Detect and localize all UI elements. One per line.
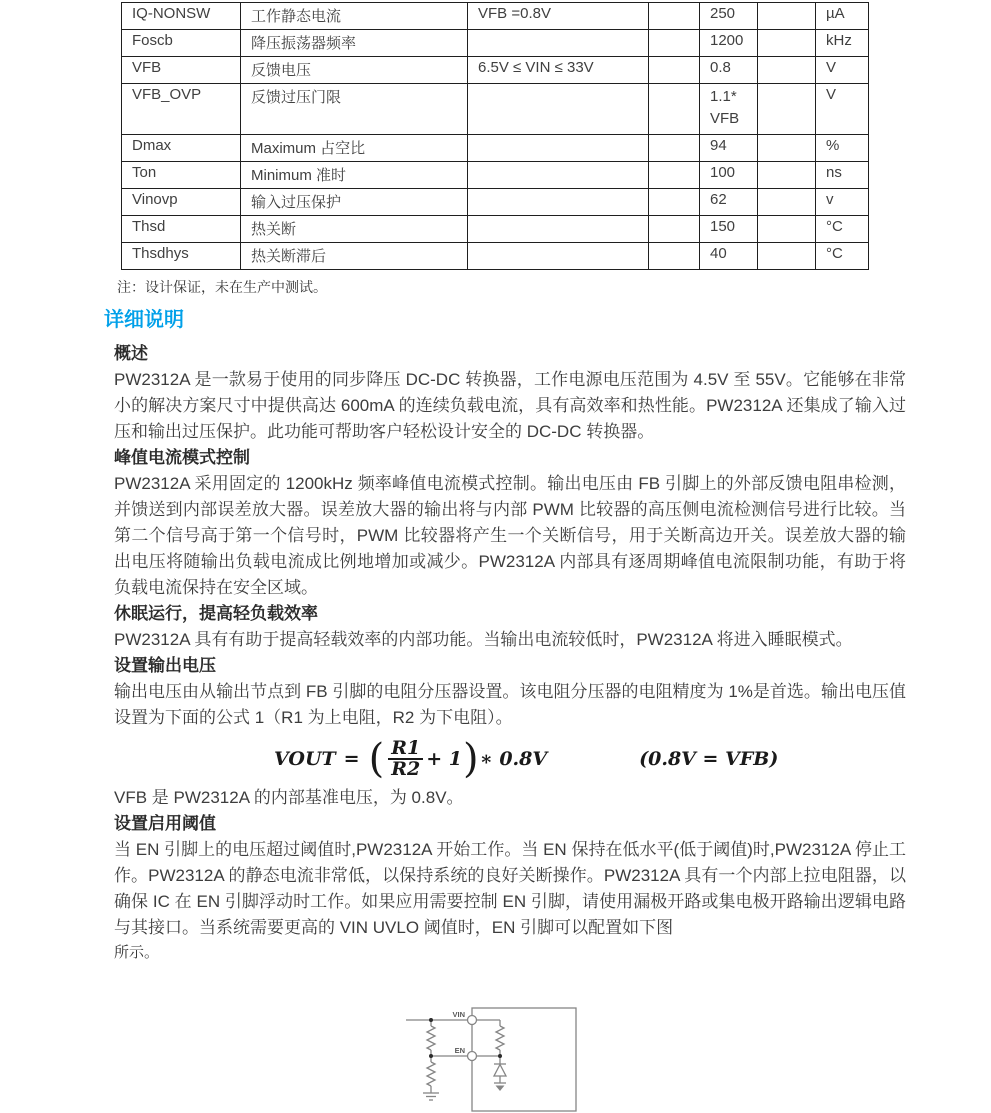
table-row [122, 243, 869, 270]
cell-param: 工作静态电流 [241, 3, 468, 30]
formula-multiplier: ∗ 0.8V [479, 748, 548, 770]
cell-max [758, 3, 816, 30]
resistor-upper [427, 1026, 435, 1050]
table-row [122, 3, 869, 30]
cell-min [649, 30, 700, 57]
cell-max [758, 30, 816, 57]
cell-param: Maximum 占空比 [241, 135, 468, 162]
typ-line-1: 1.1* [710, 88, 737, 105]
cell-max [758, 84, 816, 135]
cell-symbol: VFB_OVP [122, 84, 241, 135]
ground-symbol-internal [494, 1083, 506, 1091]
fraction-r1-r2 [388, 739, 423, 779]
cell-unit: ns [816, 162, 869, 189]
junction-dot [498, 1054, 502, 1058]
fraction-denominator: R2 [391, 758, 421, 780]
cell-param: 热关断 [241, 216, 468, 243]
table-row [122, 30, 869, 57]
equals-sign: = [343, 748, 360, 770]
cell-condition [468, 162, 649, 189]
cell-min [649, 135, 700, 162]
paragraph-output-voltage: 输出电压由从输出节点到 FB 引脚的电阻分压器设置。该电阻分压器的电阻精度为 1%是首选。输出电压值设置为下面的公式 1（R1 为上电阻，R2 为下电阻）。 [114, 682, 906, 727]
cell-condition [468, 30, 649, 57]
cell-condition [468, 135, 649, 162]
subheading-peak-current-mode: 峰值电流模式控制 [114, 448, 250, 467]
cell-min [649, 3, 700, 30]
subheading-overview: 概述 [114, 344, 148, 363]
cell-symbol: Thsd [122, 216, 241, 243]
table-row [122, 57, 869, 84]
table-row [122, 135, 869, 162]
cell-param: 热关断滞后 [241, 243, 468, 270]
table-row [122, 162, 869, 189]
cell-typ: 1200 [700, 30, 758, 57]
paragraph-sleep-mode: PW2312A 具有有助于提高轻载效率的内部功能。当输出电流较低时，PW2312A 将进入睡眠模式。 [114, 630, 853, 649]
cell-symbol: IQ-NONSW [122, 3, 241, 30]
cell-unit: µA [816, 3, 869, 30]
cell-condition: 6.5V ≤ VIN ≤ 33V [468, 57, 649, 84]
vin-pin-label: VIN [452, 1010, 465, 1019]
section-body [114, 341, 906, 965]
open-paren: ( [368, 736, 385, 782]
cell-max [758, 216, 816, 243]
cell-max [758, 243, 816, 270]
cell-typ: 250 [700, 3, 758, 30]
cell-param: 降压振荡器频率 [241, 30, 468, 57]
table-row [122, 216, 869, 243]
table-row [122, 189, 869, 216]
paragraph-tail: 所示。 [114, 945, 160, 961]
cell-min [649, 216, 700, 243]
cell-symbol: Foscb [122, 30, 241, 57]
cell-unit: v [816, 189, 869, 216]
cell-param: Minimum 准时 [241, 162, 468, 189]
paragraph-vfb-reference: VFB 是 PW2312A 的内部基准电压，为 0.8V。 [114, 788, 464, 807]
cell-param: 反馈过压门限 [241, 84, 468, 135]
cell-min [649, 84, 700, 135]
cell-symbol: Ton [122, 162, 241, 189]
ic-box [472, 1008, 576, 1111]
cell-typ: 40 [700, 243, 758, 270]
cell-max [758, 189, 816, 216]
subheading-sleep-mode: 休眠运行，提高轻负载效率 [114, 604, 318, 623]
cell-typ: 62 [700, 189, 758, 216]
junction-dot [429, 1018, 433, 1022]
cell-symbol: Dmax [122, 135, 241, 162]
formula-lhs: VOUT [274, 748, 336, 770]
subheading-enable-threshold: 设置启用阈值 [114, 814, 216, 833]
cell-min [649, 162, 700, 189]
resistor-lower [427, 1062, 435, 1086]
cell-unit: kHz [816, 30, 869, 57]
cell-symbol: Thsdhys [122, 243, 241, 270]
cell-condition [468, 84, 649, 135]
cell-typ [700, 84, 758, 135]
en-pin-label: EN [454, 1046, 465, 1055]
cell-typ: 150 [700, 216, 758, 243]
cell-typ: 100 [700, 162, 758, 189]
ground-symbol-left [423, 1093, 439, 1100]
close-paren: ) [462, 736, 479, 782]
table-note: 注：设计保证，未在生产中测试。 [117, 281, 327, 296]
cell-min [649, 189, 700, 216]
typ-line-2: VFB [710, 110, 740, 127]
en-pin-circuit-diagram [404, 1006, 580, 1113]
cell-max [758, 162, 816, 189]
table-row [122, 84, 869, 135]
cell-max [758, 135, 816, 162]
cell-condition: VFB =0.8V [468, 3, 649, 30]
cell-typ: 0.8 [700, 57, 758, 84]
en-pin-circle [468, 1052, 477, 1061]
cell-condition [468, 189, 649, 216]
cell-unit: % [816, 135, 869, 162]
cell-unit: V [816, 57, 869, 84]
resistor-internal [496, 1026, 504, 1050]
cell-unit: °C [816, 243, 869, 270]
formula-aside: (0.8V = VFB) [639, 748, 779, 770]
cell-param: 反馈电压 [241, 57, 468, 84]
paragraph-enable-threshold: 当 EN 引脚上的电压超过阈值时,PW2312A 开始工作。当 EN 保持在低水平(低于阈值)时,PW2312A 停止工作。PW2312A 的静态电流非常低，以保持系统的良好关断操作。PW2312A 具有一个内部上拉电阻器，以确保 IC 在 EN 引脚浮动时工作。如果应用需要控制 EN 引脚，请使用漏极开路或集电极开路输出逻辑电路与其接口。当系统需要更高的 VIN UVLO 阈值时，EN 引脚可以配置如下图 [114, 840, 906, 937]
vin-pin-circle [468, 1016, 477, 1025]
diode-triangle [494, 1065, 506, 1077]
formula-vout [274, 737, 906, 781]
cell-min [649, 57, 700, 84]
fraction-numerator: R1 [388, 739, 423, 760]
spec-table [121, 2, 869, 270]
cell-unit: °C [816, 216, 869, 243]
junction-dot [429, 1054, 433, 1058]
cell-min [649, 243, 700, 270]
cell-unit: V [816, 84, 869, 135]
cell-condition [468, 243, 649, 270]
cell-symbol: VFB [122, 57, 241, 84]
paragraph-peak-current-mode: PW2312A 采用固定的 1200kHz 频率峰值电流模式控制。输出电压由 FB 引脚上的外部反馈电阻串检测，并馈送到内部误差放大器。误差放大器的输出将与内部 PWM 比较器的高压侧电流检测信号进行比较。当第二个信号高于第一个信号时，PWM 比较器将产生一个关断信号，用于关断高边开关。误差放大器的输出电压将随输出负载电流成比例地增加或减少。PW2312A 内部具有逐周期峰值电流限制功能，有助于将负载电流保持在安全区域。 [114, 474, 906, 597]
paragraph-overview: PW2312A 是一款易于使用的同步降压 DC-DC 转换器，工作电源电压范围为 4.5V 至 55V。它能够在非常小的解决方案尺寸中提供高达 600mA 的连续负载电流，具有高效率和热性能。PW2312A 还集成了输入过压和输出过压保护。此功能可帮助客户轻松设计安全的 DC-DC 转换器。 [114, 370, 906, 441]
subheading-output-voltage: 设置输出电压 [114, 656, 216, 675]
formula-plus-one: + 1 [426, 748, 462, 770]
section-title: 详细说明 [104, 309, 184, 331]
cell-symbol: Vinovp [122, 189, 241, 216]
cell-condition [468, 216, 649, 243]
cell-max [758, 57, 816, 84]
cell-typ: 94 [700, 135, 758, 162]
cell-param: 输入过压保护 [241, 189, 468, 216]
